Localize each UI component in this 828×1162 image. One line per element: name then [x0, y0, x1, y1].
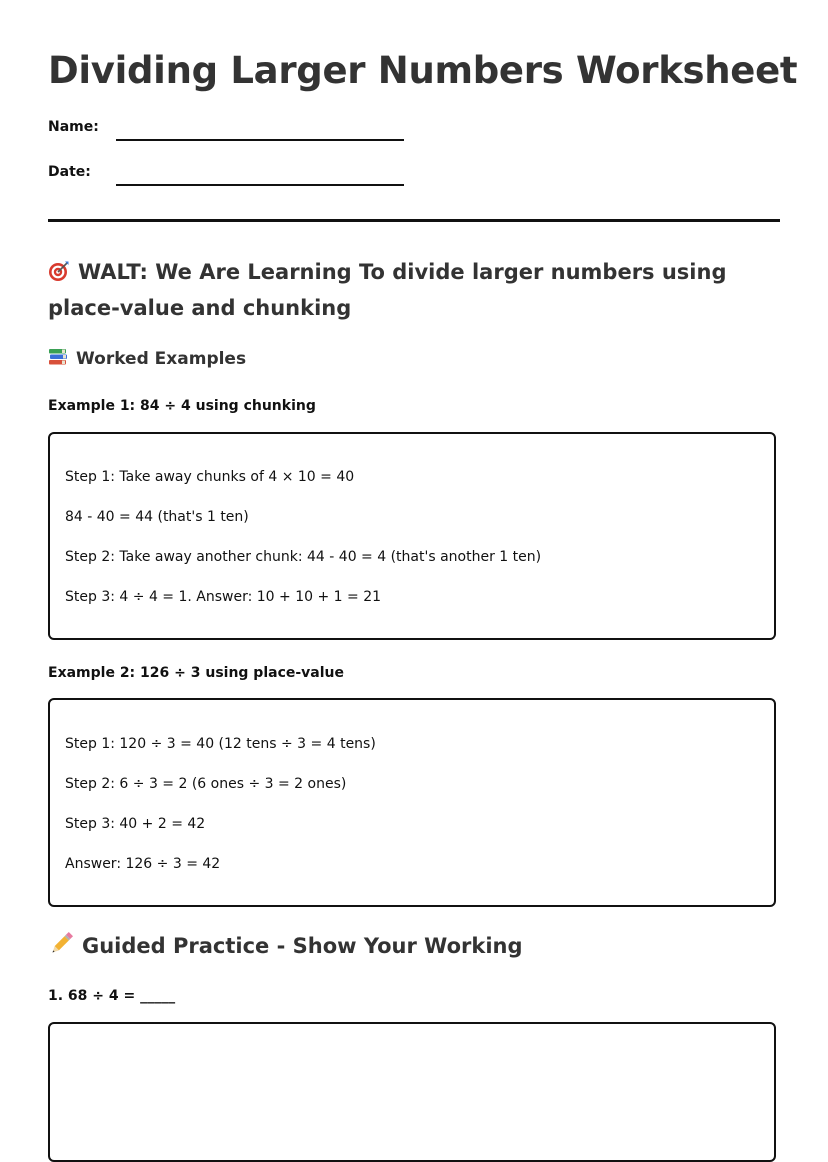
question-1-label: 1. 68 ÷ 4 = _____	[48, 988, 176, 1004]
guided-practice-label: Guided Practice - Show Your Working	[82, 934, 523, 958]
pencil-icon	[48, 931, 74, 957]
walt-heading	[48, 254, 780, 326]
example-1-step: Step 2: Take away another chunk: 44 - 40 = 4 (that's another 1 ten)	[65, 549, 542, 565]
example-2-step: Step 2: 6 ÷ 3 = 2 (6 ones ÷ 3 = 2 ones)	[65, 776, 347, 792]
example-2-step: Answer: 126 ÷ 3 = 42	[65, 856, 221, 872]
date-label: Date:	[48, 164, 91, 180]
example-1-title: Example 1: 84 ÷ 4 using chunking	[48, 398, 316, 414]
question-1-answer-box[interactable]	[48, 1022, 776, 1162]
example-1-box	[48, 432, 776, 640]
name-field	[48, 118, 408, 148]
name-label: Name:	[48, 119, 99, 135]
books-icon	[48, 348, 68, 366]
example-1-step: Step 3: 4 ÷ 4 = 1. Answer: 10 + 10 + 1 = 21	[65, 589, 382, 605]
page-title: Dividing Larger Numbers Worksheet	[48, 49, 798, 92]
example-2-title: Example 2: 126 ÷ 3 using place-value	[48, 665, 345, 681]
example-2-step: Step 1: 120 ÷ 3 = 40 (12 tens ÷ 3 = 4 tens)	[65, 736, 376, 752]
header-divider	[48, 219, 780, 222]
target-icon	[48, 260, 70, 282]
date-write-line	[116, 184, 404, 186]
worked-examples-heading	[48, 347, 246, 371]
date-field	[48, 163, 408, 193]
worked-examples-label: Worked Examples	[76, 349, 247, 369]
example-2-step: Step 3: 40 + 2 = 42	[65, 816, 206, 832]
walt-text: WALT: We Are Learning To divide larger numbers using place-value and chunking	[48, 260, 727, 320]
example-2-box	[48, 698, 776, 907]
example-1-step: Step 1: Take away chunks of 4 × 10 = 40	[65, 469, 355, 485]
example-1-step: 84 - 40 = 44 (that's 1 ten)	[65, 509, 249, 525]
name-write-line	[116, 139, 404, 141]
guided-practice-heading	[48, 930, 523, 962]
